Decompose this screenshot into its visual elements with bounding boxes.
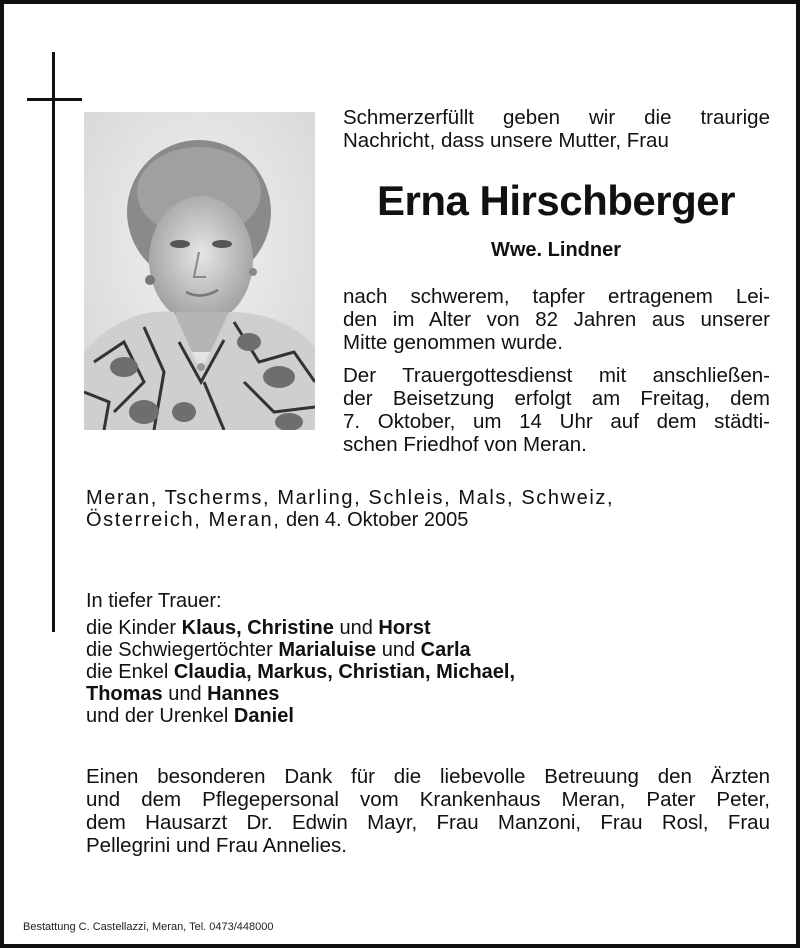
- mourner-names: Thomas: [86, 683, 163, 705]
- intro-text: [343, 106, 770, 152]
- mourners-grandchildren-cont: [86, 683, 686, 705]
- body-line: Mitte genommen wurde.: [343, 331, 563, 354]
- conjunction: und: [162, 683, 208, 705]
- relation-label: die Schwiegertöchter: [86, 639, 279, 661]
- mourners-grandchildren: [86, 661, 686, 683]
- intro-line: Nachricht, dass unsere Mutter, Frau: [343, 129, 669, 152]
- places-date-line: [86, 509, 686, 531]
- mourner-names: Marialuise: [278, 639, 377, 661]
- mourner-names: Horst: [378, 617, 431, 639]
- thanks-line: Pellegrini und Frau Annelies.: [86, 834, 347, 857]
- mourner-names: Carla: [420, 639, 471, 661]
- mourners-great-grandchild: [86, 705, 686, 727]
- mourner-names: Hannes: [207, 683, 280, 705]
- date-text: den 4. Oktober 2005: [280, 509, 469, 531]
- portrait-photo: [84, 112, 315, 430]
- body-line: schen Friedhof von Meran.: [343, 433, 587, 456]
- deceased-name: Erna Hirschberger: [377, 177, 735, 224]
- relation-label: die Kinder: [86, 617, 182, 639]
- body-line: den im Alter von 82 Jahren aus unserer: [343, 308, 770, 331]
- body-paragraph-2: [343, 364, 770, 456]
- mourners-section: [86, 590, 686, 727]
- mourners-in-laws: [86, 639, 686, 661]
- mourner-names: Daniel: [233, 705, 294, 727]
- widow-of: Wwe. Lindner: [491, 239, 621, 261]
- mourners-children: [86, 617, 686, 639]
- thanks-paragraph: [86, 765, 770, 857]
- funeral-home-footer: Bestattung C. Castellazzi, Meran, Tel. 0473/448000: [23, 921, 274, 933]
- body-line: der Beisetzung erfolgt am Freitag, dem: [343, 387, 770, 410]
- places-and-date: [86, 487, 686, 531]
- thanks-line: dem Hausarzt Dr. Edwin Mayr, Frau Manzoni, Frau Rosl, Frau: [86, 811, 770, 834]
- places-line: Österreich, Meran,: [86, 509, 281, 531]
- body-line: Der Trauergottesdienst mit anschließen-: [343, 364, 770, 387]
- cross-horizontal-bar: [27, 98, 82, 101]
- thanks-line: Einen besonderen Dank für die liebevolle Betreuung den Ärzten: [86, 765, 770, 788]
- relation-label: und der Urenkel: [86, 705, 234, 727]
- mourners-heading: In tiefer Trauer:: [86, 590, 222, 612]
- thanks-line: und dem Pflegepersonal vom Krankenhaus Meran, Pater Peter,: [86, 788, 770, 811]
- conjunction: und: [333, 617, 379, 639]
- intro-line: Schmerzerfüllt geben wir die traurige: [343, 106, 770, 129]
- conjunction: und: [376, 639, 421, 661]
- mourner-names: Claudia, Markus, Christian, Michael,: [173, 661, 516, 683]
- relation-label: die Enkel: [86, 661, 174, 683]
- mourner-names: Klaus, Christine: [181, 617, 334, 639]
- body-line: 7. Oktober, um 14 Uhr auf dem städti-: [343, 410, 770, 433]
- places-line: Meran, Tscherms, Marling, Schleis, Mals, Schweiz,: [86, 487, 615, 509]
- body-paragraph-1: [343, 285, 770, 354]
- body-line: nach schwerem, tapfer ertragenem Lei-: [343, 285, 770, 308]
- cross-vertical-bar: [52, 52, 55, 632]
